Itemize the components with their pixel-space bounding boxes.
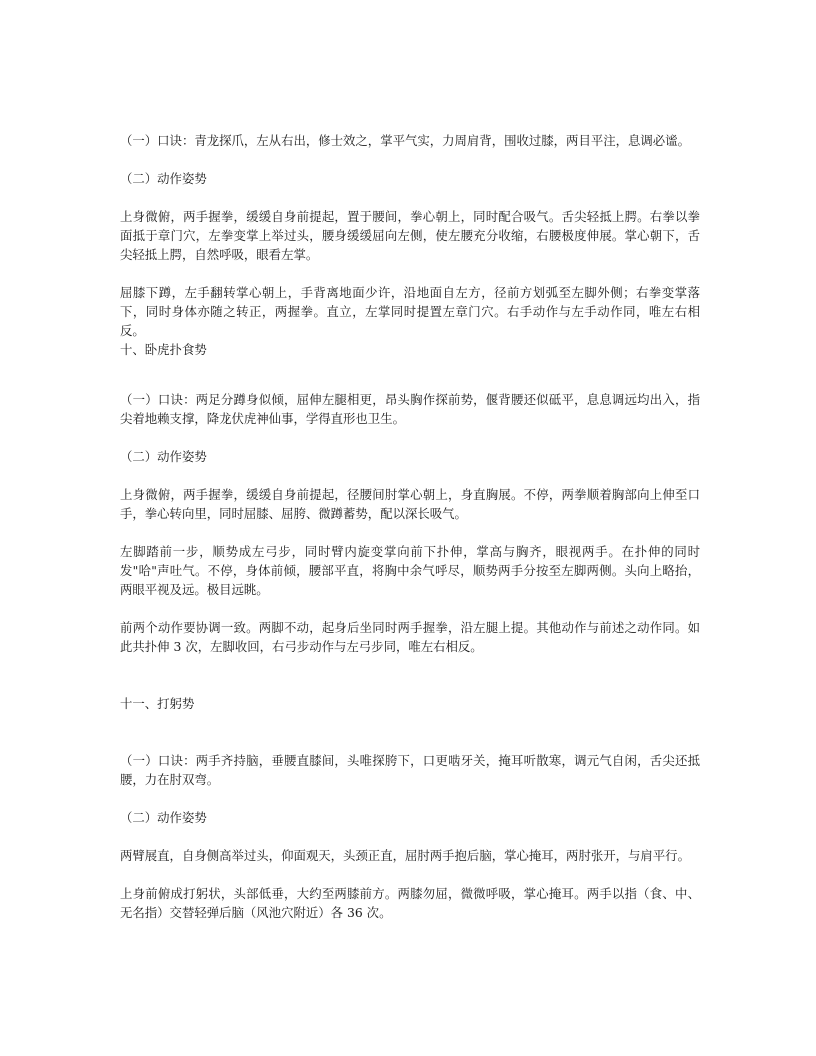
movement-paragraph: 上身前俯成打躬状，头部低垂，大约至两膝前方。两膝勿屈，微微呼吸，掌心掩耳。两手以指（食、中、无名指）交替轻弹后脑（风池穴附近）各 36 次。 <box>120 886 700 920</box>
chapter-heading-wohu: 十、卧虎扑食势 <box>120 342 207 357</box>
movement-paragraph: 前两个动作要协调一致。两脚不动，起身后坐同时两手握拳，沿左腿上提。其他动作与前述之动作同。如此共扑伸 3 次，左脚收回，右弓步动作与左弓步同，唯左右相反。 <box>120 620 700 654</box>
movement-paragraph: 上身微俯，两手握拳，缓缓自身前提起，置于腰间，拳心朝上，同时配合吸气。舌尖轻抵上腭。右拳以拳面抵于章门穴，左拳变掌上举过头，腰身缓缓屈向左侧，使左腰充分收缩，右腰极度伸展。掌心朝下，舌尖轻抵上腭，自然呼吸，眼看左掌。 <box>120 209 700 262</box>
verse-wohu: （一）口诀：两足分蹲身似倾，屈伸左腿相更，昂头胸作探前势，偃背腰还似砥平，息息调远均出入，指尖着地赖支撑，降龙伏虎神仙事，学得直形也卫生。 <box>120 392 700 426</box>
verse-dagong: （一）口诀：两手齐持脑，垂腰直膝间，头唯探胯下，口更啮牙关，掩耳听散寒，调元气自闲，舌尖还抵腰，力在肘双弯。 <box>120 753 700 787</box>
movement-paragraph: 左脚踏前一步，顺势成左弓步，同时臂内旋变掌向前下扑伸，掌高与胸齐，眼视两手。在扑伸的同时发"哈"声吐气。不停，身体前倾，腰部平直，将胸中余气呼尽，顺势两手分按至左脚两侧。头向上略抬，两眼平视及远。极目远眺。 <box>120 544 700 597</box>
movement-paragraph: 两臂展直，自身侧高举过头，仰面观天，头颈正直，屈肘两手抱后脑，掌心掩耳，两肘张开，与肩平行。 <box>120 848 690 863</box>
section-heading-movement: （二）动作姿势 <box>120 449 207 464</box>
chapter-heading-dagong: 十一、打躬势 <box>120 696 195 711</box>
movement-paragraph: 上身微俯，两手握拳，缓缓自身前提起，径腰间肘掌心朝上，身直胸展。不停，两拳顺着胸部向上伸至口手，拳心转向里，同时屈膝、屈胯、微蹲蓄势，配以深长吸气。 <box>120 487 700 521</box>
section-heading-movement: （二）动作姿势 <box>120 171 207 186</box>
verse-qinglong: （一）口诀：青龙探爪，左从右出，修士效之，掌平气实，力周肩背，围收过膝，两目平注，息调必谧。 <box>120 133 690 148</box>
document-body <box>120 131 700 922</box>
movement-paragraph: 屈膝下蹲，左手翻转掌心朝上，手背离地面少许，沿地面自左方，径前方划弧至左脚外侧；右拳变掌落下，同时身体亦随之转正，两握拳。直立，左掌同时提置左章门穴。右手动作与左手动作同，唯左右相反。 <box>120 285 700 338</box>
section-heading-movement: （二）动作姿势 <box>120 810 207 825</box>
